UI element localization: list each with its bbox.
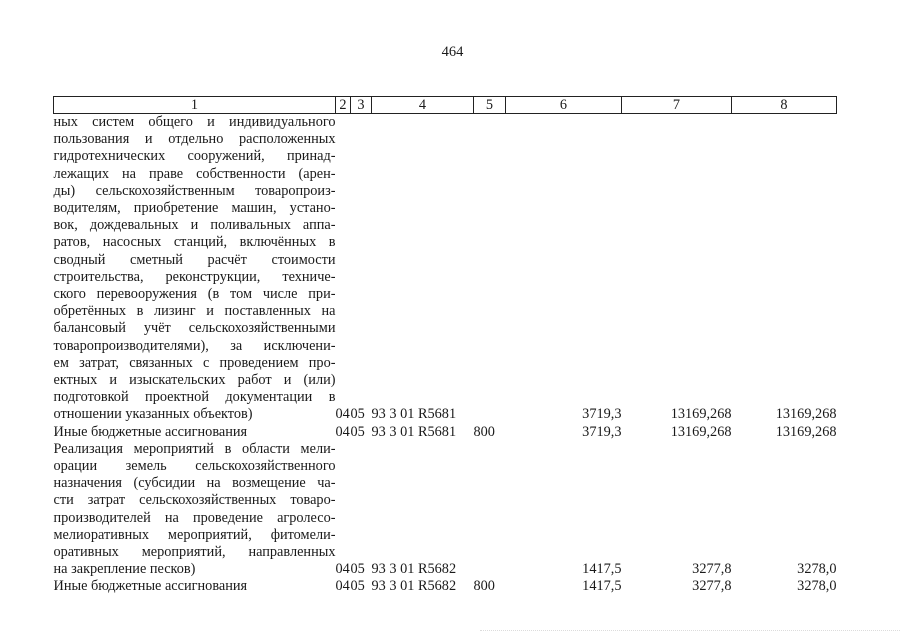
description-line: сводный сметный расчёт стоимости [53,251,336,268]
amount-col-6: 1417,5 [582,561,622,578]
amount-col-6: 3719,3 [582,423,622,440]
section-code: 04 [335,561,350,578]
table-body [54,114,837,596]
description-line: водителям, приобретение машин, устано- [53,200,336,217]
amount-col-8: 13169,268 [775,406,837,423]
description-line: лежащих на праве собственности (арен- [53,165,336,182]
target-article-code: 93 3 01 R5681 [371,406,457,423]
description-line: вок, дождевальных и поливальных аппа- [53,217,336,234]
description-line: Реализация мероприятий в области мели- [53,440,336,457]
section-code: 04 [335,406,350,423]
amount-col-8: 13169,268 [775,423,837,440]
amount-col-7: 13169,268 [670,406,732,423]
description-line: мелиоративных мероприятий, фитомели- [53,526,336,543]
description-line: Иные бюджетные ассигнования [53,578,248,595]
section-code: 04 [335,423,350,440]
description-line: ектных и изыскательских работ и (или) [53,372,336,389]
amount-col-8: 3278,0 [797,578,837,595]
subsection-code: 05 [350,561,365,578]
column-header-7: 7 [622,97,732,114]
amount-col-8: 3278,0 [797,561,837,578]
target-article-code: 93 3 01 R5682 [371,561,457,578]
column-header-4: 4 [372,97,474,114]
row-description [54,578,336,595]
expense-type-code: 800 [473,423,495,440]
expense-type-code: 800 [473,578,495,595]
description-line: производителей на проведение агролесо- [53,509,336,526]
expense-type-code [474,441,506,579]
target-article-code: 93 3 01 R5682 [371,578,457,595]
column-header-5: 5 [474,97,506,114]
description-line: сти затрат сельскохозяйственных товаро- [53,492,336,509]
row-description [54,114,336,424]
amount-col-7: 3277,8 [692,578,732,595]
description-line: назначения (субсидии на возмещение ча- [53,475,336,492]
description-line: орации земель сельскохозяйственного [53,458,336,475]
description-line: ем затрат, связанных с проведением про- [53,354,336,371]
header-row [54,97,837,114]
description-line: оративных мероприятий, направленных [53,544,336,561]
subsection-code: 05 [350,423,365,440]
description-line: строительства, реконструкции, техниче- [53,268,336,285]
table-row [54,424,837,441]
column-header-6: 6 [506,97,622,114]
column-header-1: 1 [54,97,336,114]
description-line: товаропроизводителями), за исключени- [53,337,336,354]
description-line: на закрепление песков) [53,561,196,578]
amount-col-7: 3277,8 [692,561,732,578]
description-line: ды) сельскохозяйственным товаропроиз- [53,182,336,199]
row-description [54,424,336,441]
section-code: 04 [335,578,350,595]
column-header-3: 3 [351,97,372,114]
budget-table [53,96,837,596]
description-line: гидротехнических сооружений, принад- [53,148,336,165]
description-line: ратов, насосных станций, включённых в [53,234,336,251]
description-line: балансовый учёт сельскохозяйственными [53,320,336,337]
amount-col-6: 3719,3 [582,406,622,423]
description-line: ных систем общего и индивидуального [53,114,336,130]
description-line: ского перевооружения (в том числе при- [53,286,336,303]
subsection-code: 05 [350,578,365,595]
amount-col-7: 13169,268 [670,423,732,440]
column-header-8: 8 [732,97,837,114]
row-description [54,441,336,579]
subsection-code: 05 [350,406,365,423]
target-article-code: 93 3 01 R5681 [371,423,457,440]
description-line: Иные бюджетные ассигнования [53,423,248,440]
column-header-2: 2 [336,97,351,114]
table-row [54,114,837,424]
page-number: 464 [441,44,464,60]
expense-type-code [474,114,506,424]
description-line: пользования и отдельно расположенных [53,131,336,148]
amount-col-6: 1417,5 [582,578,622,595]
table-row [54,578,837,595]
description-line: обретённых в лизинг и поставленных на [53,303,336,320]
description-line: отношении указанных объектов) [53,406,253,423]
table-row [54,441,837,579]
scan-artifact [480,630,900,634]
description-line: подготовкой проектной документации в [53,389,336,406]
